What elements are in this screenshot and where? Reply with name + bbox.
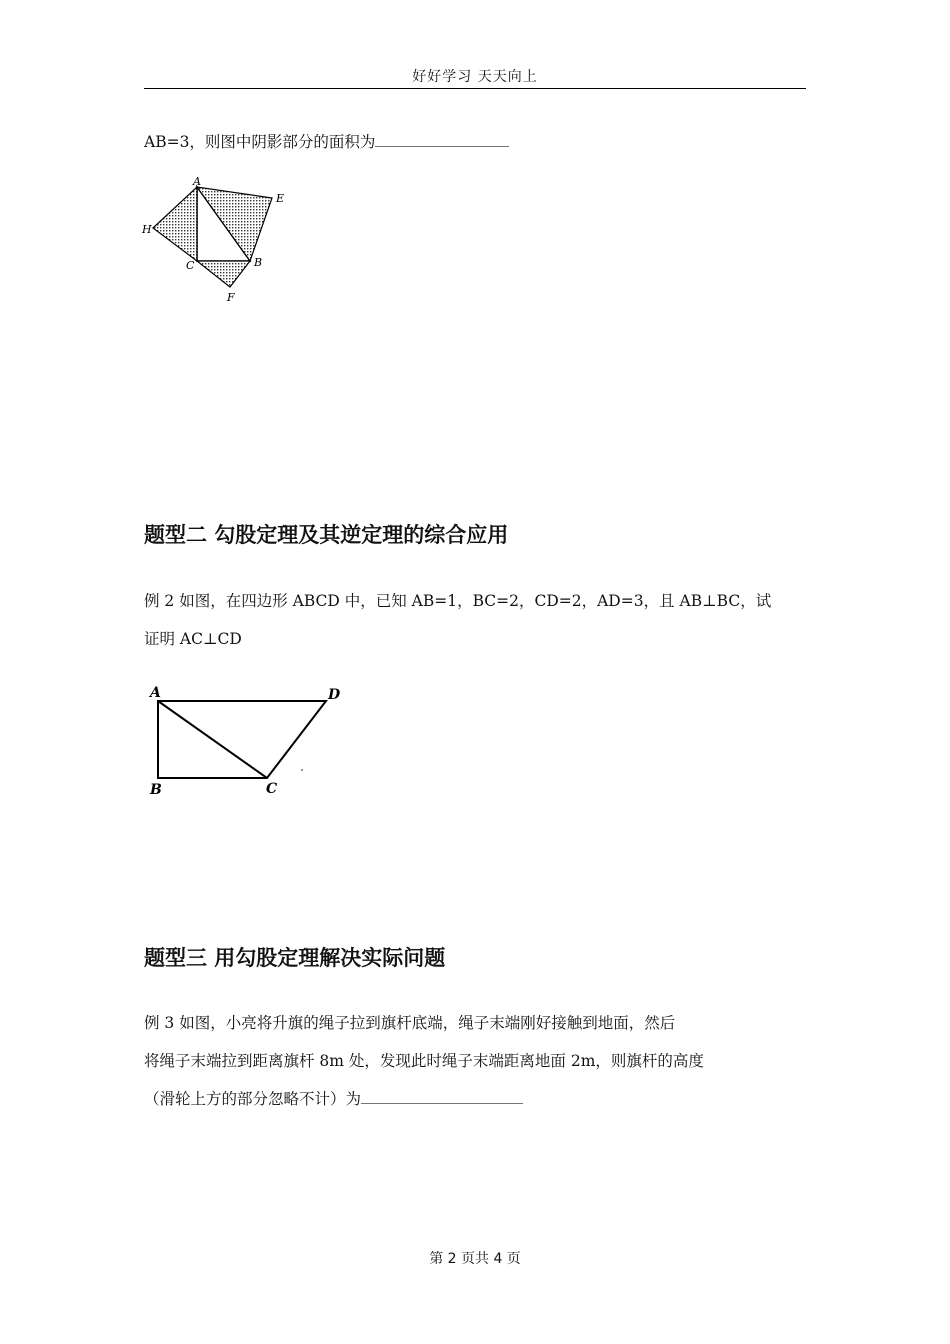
example-2-line-2: 证明 AC⊥CD	[144, 630, 242, 648]
header-rule	[144, 88, 806, 89]
label-f: F	[227, 291, 235, 304]
shaded-triangle-cbf	[197, 261, 250, 287]
example-3-line-2: 将绳子末端拉到距离旗杆 8m 处，发现此时绳子末端距离地面 2m，则旗杆的高度	[144, 1052, 704, 1070]
stray-dot	[301, 769, 303, 771]
figure-1-diagram	[136, 170, 296, 310]
label-b: B	[150, 782, 162, 798]
figure-2-diagram	[140, 680, 360, 800]
example-3	[144, 1004, 808, 1118]
example-2	[144, 582, 808, 658]
label-d: D	[328, 687, 341, 703]
question-1-text: AB=3，则图中阴影部分的面积为	[144, 133, 376, 151]
diagonal-ac	[158, 701, 267, 778]
answer-blank-3[interactable]	[361, 1102, 523, 1104]
example-3-line-3	[144, 1080, 808, 1118]
label-a: A	[150, 685, 161, 701]
question-1-line	[144, 130, 509, 152]
shaded-triangle-ach	[153, 187, 197, 261]
label-h: H	[142, 223, 152, 236]
section-2-title: 题型二 勾股定理及其逆定理的综合应用	[144, 523, 509, 547]
label-a: A	[193, 175, 201, 188]
example-3-line-3-text: （滑轮上方的部分忽略不计）为	[144, 1090, 362, 1108]
label-c: C	[266, 781, 278, 797]
label-b: B	[254, 256, 263, 269]
section-3-title: 题型三 用勾股定理解决实际问题	[144, 946, 446, 970]
page-footer: 第 2 页共 4 页	[429, 1251, 521, 1267]
label-e: E	[276, 192, 285, 205]
page-header: 好好学习 天天向上	[412, 69, 538, 85]
example-2-line-1: 例 2 如图，在四边形 ABCD 中，已知 AB=1，BC=2，CD=2，AD=3，且 AB⊥BC，试	[144, 592, 772, 610]
label-c: C	[186, 259, 195, 272]
answer-blank-1[interactable]	[375, 145, 509, 147]
quadrilateral-abcd	[158, 701, 326, 778]
example-3-line-1: 例 3 如图，小亮将升旗的绳子拉到旗杆底端，绳子末端刚好接触到地面，然后	[144, 1014, 676, 1032]
